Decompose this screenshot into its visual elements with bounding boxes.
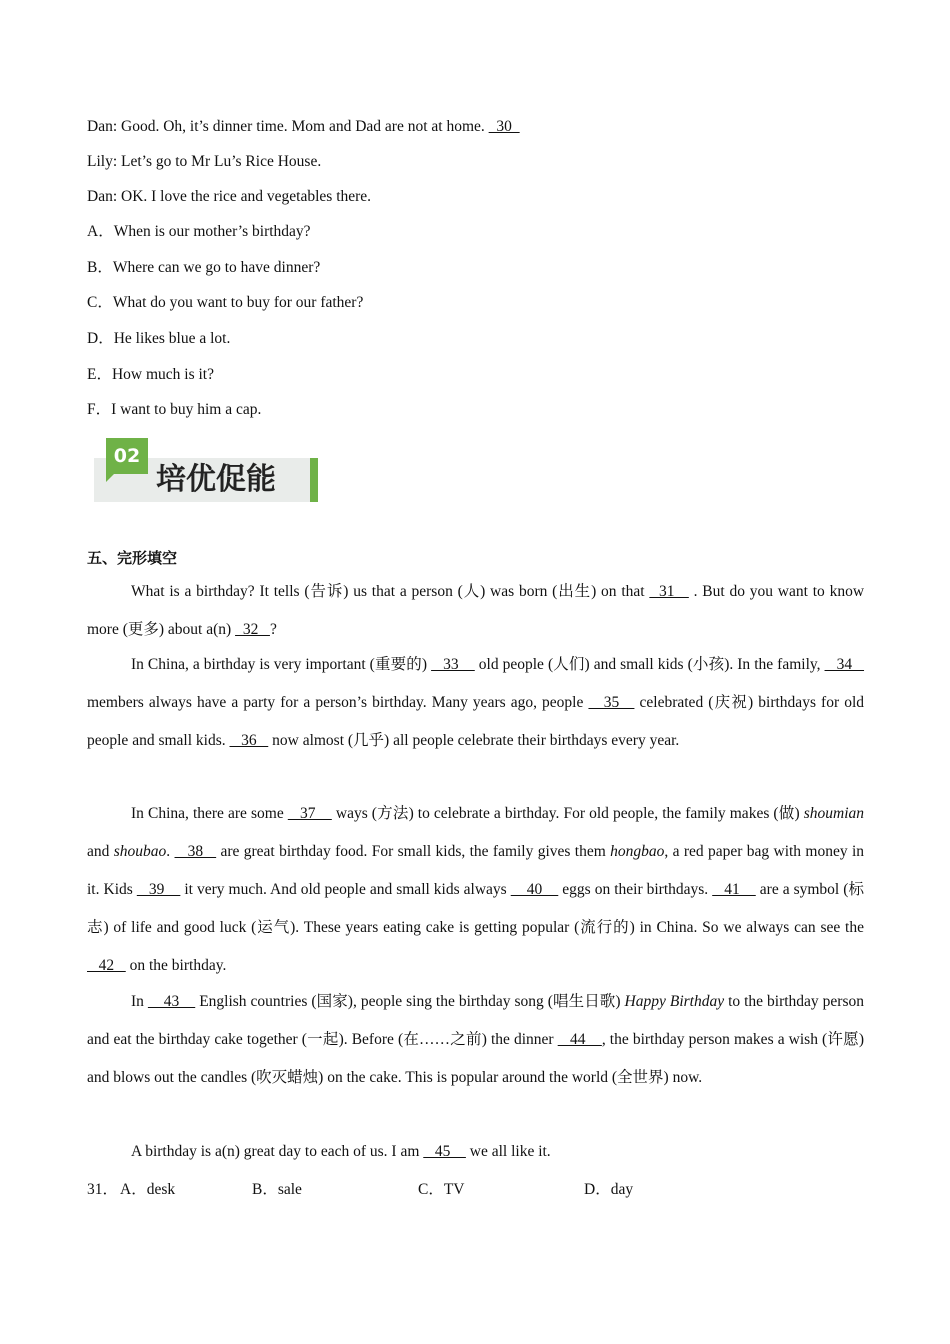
dialogue-line-lily [87, 152, 321, 172]
answer-blank: 33 [431, 656, 475, 673]
banner-accent-bar [310, 458, 318, 502]
passage-paragraph-4 [87, 983, 864, 1097]
passage-text: now almost (几乎) all people celebrate their birthdays every year. [268, 732, 680, 749]
passage-text: eggs on their birthdays. [558, 881, 713, 898]
choice-a[interactable]: A．desk [120, 1181, 176, 1198]
answer-blank-30: 30 [488, 118, 520, 135]
answer-blank: 31 [649, 583, 689, 600]
passage-text: In [131, 993, 148, 1010]
passage-text: . [166, 843, 175, 860]
passage-text: on the birthday. [125, 957, 227, 974]
answer-blank: 32 [235, 621, 270, 638]
passage-text: are great birthday food. For small kids, the family gives them [216, 843, 611, 860]
choice-b[interactable]: B．sale [252, 1181, 302, 1198]
passage-text: In China, a birthday is very important (重要的) [131, 656, 432, 673]
passage-text: are a symbol (标志) of life and good luck (运气). These years eating cake is getting popular (流行的) in China. So we always can see the [87, 881, 865, 936]
passage-text: What is a birthday? It tells (告诉) us that a person (人) was born (出生) on that [131, 583, 650, 600]
choice-d[interactable]: D．day [584, 1181, 634, 1198]
passage-text: we all like it. [465, 1143, 551, 1160]
passage-paragraph-1 [87, 573, 864, 649]
dialogue-text: Lily: Let’s go to Mr Lu’s Rice House. [87, 153, 322, 170]
italic-term: Happy Birthday [624, 993, 725, 1010]
choice-c[interactable]: C．TV [418, 1181, 465, 1198]
answer-blank: 35 [588, 694, 635, 711]
answer-blank: 34 [824, 656, 865, 673]
answer-blank: 40 [510, 881, 559, 898]
passage-paragraph-3 [87, 795, 864, 985]
section-heading: 五、完形填空 [87, 549, 178, 567]
passage-text: In China, there are some [131, 805, 288, 822]
passage-text: ? [269, 621, 277, 638]
speech-bubble-tail-icon [106, 472, 116, 482]
option-e: E．How much is it? [87, 366, 214, 383]
option-a: A．When is our mother’s birthday? [87, 223, 311, 240]
dialogue-line-dan-1 [87, 117, 520, 137]
passage-text: ways (方法) to celebrate a birthday. For old people, the family makes (做) [331, 805, 804, 822]
italic-term: hongbao [610, 843, 665, 860]
passage-text: , the birthday person makes a wish (许愿) and blows out the candles (吹灭蜡烛) on the cake. This is popular around the world (全世界) now. [87, 1031, 865, 1086]
dialogue-text: Dan: Good. Oh, it’s dinner time. Mom and Dad are not at home. [87, 118, 489, 135]
italic-term: shoubao [113, 843, 167, 860]
passage-text: . But do you want to know more (更多) about a(n) [87, 583, 865, 638]
passage-text: , a red paper bag with money in it. Kids [87, 843, 864, 898]
banner-title: 培优促能 [156, 462, 276, 497]
section-banner [94, 438, 320, 502]
dialogue-text: Dan: OK. I love the rice and vegetables there. [87, 188, 372, 205]
passage-paragraph-2 [87, 646, 864, 760]
passage-text: old people (人们) and small kids (小孩). In the family, [474, 656, 825, 673]
answer-blank: 44 [557, 1031, 602, 1048]
option-d: D．He likes blue a lot. [87, 330, 231, 347]
passage-text: it very much. And old people and small kids always [180, 881, 511, 898]
answer-blank: 45 [423, 1143, 466, 1160]
passage-text: celebrated (庆祝) birthdays for old people and small kids. [87, 694, 865, 749]
option-c: C．What do you want to buy for our father? [87, 294, 364, 311]
answer-blank: 43 [147, 993, 196, 1010]
answer-blank: 42 [87, 957, 126, 974]
passage-text: to the birthday person and eat the birthday cake together (一起). Before (在……之前) the dinner [87, 993, 864, 1048]
option-b: B．Where can we go to have dinner? [87, 259, 321, 276]
passage-paragraph-5 [87, 1133, 864, 1171]
option-f: F．I want to buy him a cap. [87, 401, 262, 418]
passage-text: A birthday is a(n) great day to each of us. I am [131, 1143, 424, 1160]
answer-blank: 38 [174, 843, 217, 860]
answer-blank: 41 [712, 881, 756, 898]
italic-term: shoumian [803, 805, 865, 822]
dialogue-line-dan-2 [87, 187, 371, 207]
banner-badge: 02 [106, 438, 148, 474]
passage-text: English countries (国家), people sing the birthday song (唱生日歌) [195, 993, 625, 1010]
answer-blank: 39 [136, 881, 181, 898]
answer-blank: 36 [229, 732, 269, 749]
passage-text: members always have a party for a person’s birthday. Many years ago, people [87, 694, 589, 711]
question-number: 31． [87, 1181, 119, 1198]
answer-blank: 37 [287, 805, 332, 822]
passage-text: and [87, 843, 114, 860]
